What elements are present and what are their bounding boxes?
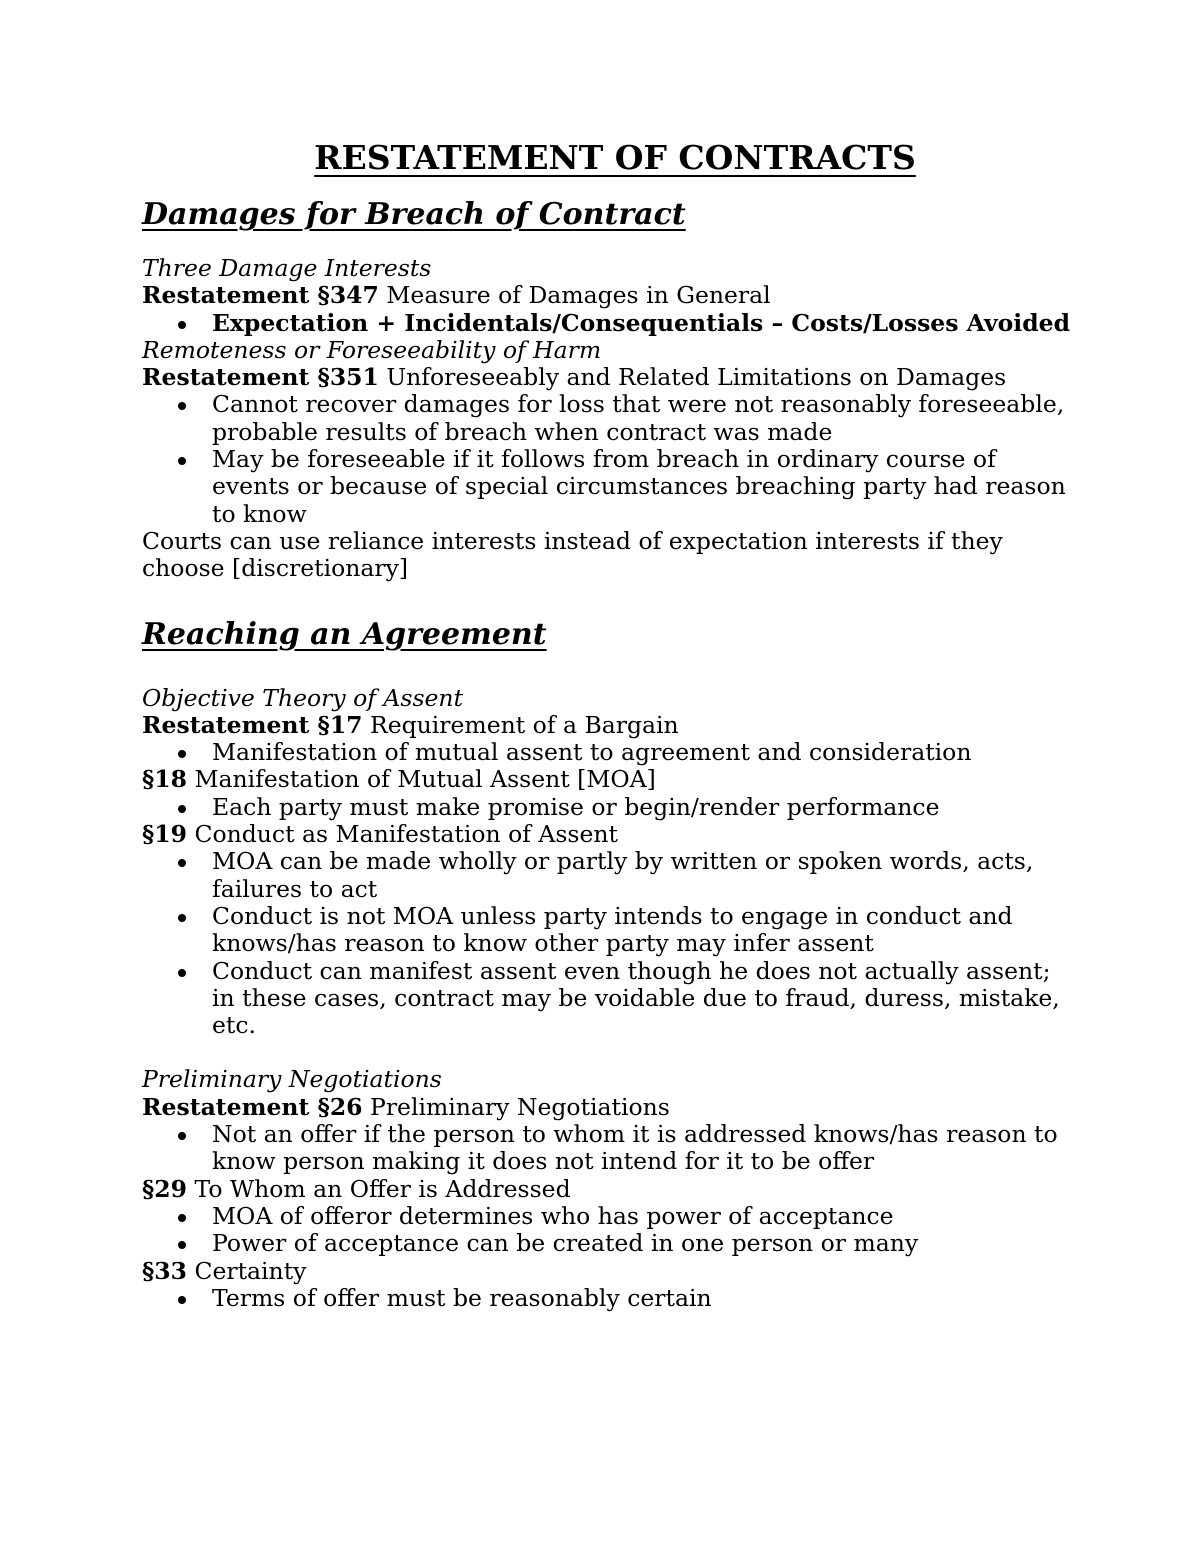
list-item [142,1203,1072,1230]
bullets-29 [142,1203,1072,1258]
list-item-text: MOA can be made wholly or partly by written or spoken words, acts, failures to act [212,847,1034,903]
rule-347-text: Measure of Damages in General [378,281,771,310]
rule-26-label: Restatement §26 [142,1092,363,1121]
bullet-icon [178,1132,186,1140]
list-item [142,1285,1072,1312]
rule-29-text: To Whom an Offer is Addressed [187,1174,571,1203]
bullets-33 [142,1285,1072,1312]
list-item-text: MOA of offeror determines who has power of acceptance [212,1201,894,1230]
bullet-icon [178,805,186,813]
bullet-icon [178,969,186,977]
list-item [142,739,1072,766]
rule-17 [142,712,1072,739]
list-item-text: Conduct can manifest assent even though he does not actually assent; in these cases, contract may be voidable due to fraud, duress, mistake, etc. [212,956,1060,1040]
list-item [142,794,1072,821]
list-item [142,1121,1072,1176]
bullets-347 [142,310,1072,337]
bullet-icon [178,457,186,465]
rule-29 [142,1176,1072,1203]
bullet-icon [178,321,186,329]
bullet-icon [178,1241,186,1249]
rule-17-text: Requirement of a Bargain [362,710,679,739]
rule-33 [142,1258,1072,1285]
list-item-text: Terms of offer must be reasonably certain [212,1283,712,1312]
list-item-text: Conduct is not MOA unless party intends to engage in conduct and knows/has reason to know other party may infer assent [212,901,1013,958]
topic-remoteness: Remoteness or Foreseeability of Harm [142,335,602,364]
rule-19-text: Conduct as Manifestation of Assent [187,820,618,849]
topic-objective-theory: Objective Theory of Assent [142,683,464,712]
rule-347 [142,282,1072,309]
note-reliance-interests: Courts can use reliance interests instead of expectation interests if they choose [discretionary] [142,526,1003,583]
rule-29-label: §29 [142,1174,187,1203]
list-item [142,848,1072,903]
bullets-351 [142,391,1072,527]
rule-351-label: Restatement §351 [142,363,379,392]
bullet-icon [178,402,186,410]
rule-19 [142,821,1072,848]
list-item-text: Cannot recover damages for loss that were not reasonably foreseeable, probable results of breach when contract was made [212,390,1065,446]
topic-three-damage-interests: Three Damage Interests [142,254,432,282]
list-item [142,446,1072,528]
topic-preliminary-negotiations: Preliminary Negotiations [142,1065,442,1094]
list-item [142,310,1072,337]
rule-18-text: Manifestation of Mutual Assent [MOA] [187,765,656,794]
bullet-icon [178,859,186,867]
list-item [142,391,1072,446]
section-heading-agreement: Reaching an Agreement [142,616,547,652]
rule-26 [142,1094,1072,1121]
rule-351 [142,364,1072,391]
bullets-26 [142,1121,1072,1176]
rule-347-label: Restatement §347 [142,281,379,310]
bullet-icon [178,750,186,758]
rule-33-label: §33 [142,1256,187,1285]
list-item [142,958,1072,1040]
bullets-18 [142,794,1072,821]
rule-351-text: Unforeseeably and Related Limitations on Damages [378,363,1007,392]
document-page [142,136,1072,1312]
rule-18 [142,766,1072,793]
list-item-text: Each party must make promise or begin/render performance [212,792,940,821]
bullets-17 [142,739,1072,766]
bullets-19 [142,848,1072,1039]
list-item-text: Expectation + Incidentals/Consequentials – Costs/Losses Avoided [212,308,1071,337]
rule-19-label: §19 [142,820,187,849]
document-title: RESTATEMENT OF CONTRACTS [314,138,916,177]
list-item [142,1230,1072,1257]
list-item-text: Not an offer if the person to whom it is addressed knows/has reason to know person making it does not intend for it to be offer [212,1120,1058,1176]
list-item-text: Manifestation of mutual assent to agreement and consideration [212,738,972,767]
rule-26-text: Preliminary Negotiations [362,1092,670,1121]
list-item-text: Power of acceptance can be created in one person or many [212,1229,919,1258]
bullet-icon [178,914,186,922]
rule-33-text: Certainty [187,1256,307,1285]
rule-18-label: §18 [142,765,187,794]
list-item [142,903,1072,958]
bullet-icon [178,1214,186,1222]
section-heading-damages: Damages for Breach of Contract [142,197,686,232]
bullet-icon [178,1296,186,1304]
list-item-text: May be foreseeable if it follows from breach in ordinary course of events or because of special circumstances breaching party had reason to know [212,445,1066,528]
rule-17-label: Restatement §17 [142,710,363,739]
